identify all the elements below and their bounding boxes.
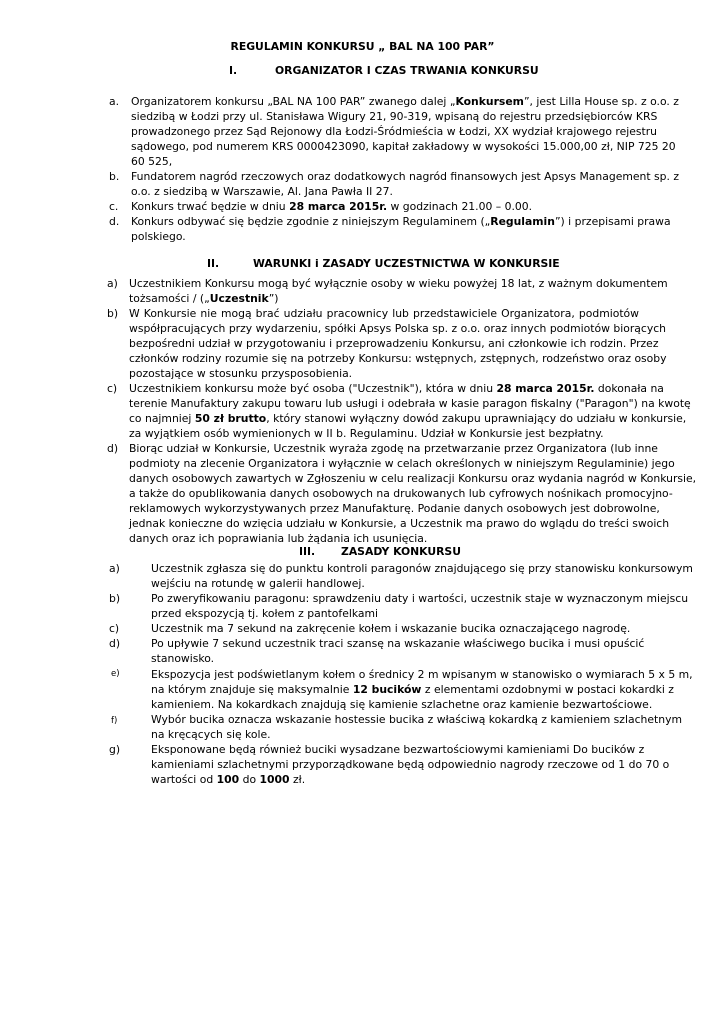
paragraph-line: kamieniami szlachetnymi przyporządkowane będą odpowiednio nagrody rzeczowe od 1 do 70 o [151, 758, 670, 771]
section-3-title: ZASADY KONKURSU [341, 545, 461, 558]
item-label: a) [109, 562, 120, 575]
document-title: REGULAMIN KONKURSU „ BAL NA 100 PAR” [230, 40, 495, 53]
paragraph-line: przed ekspozycją tj. kołem z pantofelkami [151, 607, 379, 620]
paragraph-line: sądowego, pod numerem KRS 0000423090, kapitał zakładowy w wysokości 15.000,00 zł, NIP 725 20 [131, 140, 676, 153]
section-1-number: I. [229, 64, 238, 77]
paragraph-line: Biorąc udział w Konkursie, Uczestnik wyraża zgodę na przetwarzanie przez Organizatora (lub inne [129, 442, 658, 455]
paragraph-line: stanowisko. [151, 652, 215, 665]
item-label: c) [107, 382, 118, 395]
paragraph-line: kamieniem. Na kokardkach znajdują się kamienie szlachetne oraz kamienie bezwartościowe. [151, 698, 653, 711]
paragraph-line: członków rodziny rozumie się na potrzeby Konkursu: wstępnych, zstępnych, rodzeństwo oraz osoby [129, 352, 667, 365]
item-label: g) [109, 743, 121, 756]
item-label: b) [109, 592, 121, 605]
item-label: d. [109, 215, 120, 228]
item-label: f) [111, 716, 118, 726]
paragraph-line: Wybór bucika oznacza wskazanie hostessie bucika z właściwą kokardką z kamieniem szlachetnym [151, 713, 682, 726]
paragraph-line: a także do opublikowania danych osobowych na drukowanych lub cyfrowych nośnikach promocyjno- [129, 487, 673, 500]
paragraph-line: o.o. z siedzibą w Warszawie, Al. Jana Pawła II 27. [131, 185, 393, 198]
item-label: d) [109, 637, 121, 650]
paragraph-line: danych osobowych zawartych w Zgłoszeniu w celu realizacji Konkursu oraz wydania nagród w Konkursie, [129, 472, 697, 485]
paragraph-line: Fundatorem nagród rzeczowych oraz dodatkowych nagród finansowych jest Apsys Management sp. z [131, 170, 680, 183]
paragraph-line: podmioty na zlecenie Organizatora i wyłącznie w celach określonych w niniejszym Regulaminie) jego [129, 457, 675, 470]
item-label: b. [109, 170, 120, 183]
paragraph-line: polskiego. [131, 230, 186, 243]
item-label: c. [109, 200, 119, 213]
paragraph-line: Po zweryfikowaniu paragonu: sprawdzeniu daty i wartości, uczestnik staje w wyznaczonym miejscu [151, 592, 689, 605]
item-label: a) [107, 277, 118, 290]
paragraph-line: co najmniej 50 zł brutto, który stanowi wyłączny dowód zakupu uprawniający do udziału w konkursie, [129, 412, 687, 425]
item-label: b) [107, 307, 119, 320]
paragraph-line: Uczestnikiem konkursu może być osoba ("Uczestnik"), która w dniu 28 marca 2015r. dokonała na [129, 382, 664, 395]
paragraph-line: za wyjątkiem osób wymienionych w II b. Regulaminu. Udział w Konkursie jest bezpłatny. [129, 427, 604, 440]
item-label: d) [107, 442, 119, 455]
paragraph-line: bezpośredni udział w przygotowaniu i przeprowadzeniu Konkursu, ani członkowie ich rodzin. Przez [129, 337, 659, 350]
item-label: e) [111, 669, 120, 679]
paragraph-line: Po upływie 7 sekund uczestnik traci szansę na wskazanie właściwego bucika i musi opuścić [151, 637, 645, 650]
paragraph-line: Konkurs odbywać się będzie zgodnie z niniejszym Regulaminem („Regulamin”) i przepisami prawa [131, 215, 671, 228]
paragraph-line: terenie Manufaktury zakupu towaru lub usługi i odebrała w kasie paragon fiskalny ("Paragon") na kwotę [129, 397, 691, 410]
paragraph-line: wejściu na rotundę w galerii handlowej. [151, 577, 365, 590]
paragraph-line: Konkurs trwać będzie w dniu 28 marca 2015r. w godzinach 21.00 – 0.00. [131, 200, 533, 213]
paragraph-line: na którym znajduje się maksymalnie 12 bucików z elementami ozdobnymi w postaci kokardki z [151, 683, 674, 696]
section-3-number: III. [299, 545, 316, 558]
paragraph-line: współpracujących przy wydarzeniu, spółki Apsys Polska sp. z o.o. oraz innych podmiotów biorących [129, 322, 666, 335]
paragraph-line: Ekspozycja jest podświetlanym kołem o średnicy 2 m wpisanym w stanowisko o wymiarach 5 x 5 m, [151, 668, 693, 681]
paragraph-line: Uczestnik zgłasza się do punktu kontroli paragonów znajdującego się przy stanowisku konkursowym [151, 562, 693, 575]
paragraph-line: pozostające w stosunku przysposobienia. [129, 367, 353, 380]
paragraph-line: W Konkursie nie mogą brać udziału pracownicy lub przedstawiciele Organizatora, podmiotów [129, 307, 639, 320]
paragraph-line: siedzibą w Łodzi przy ul. Stanisława Wigury 21, 90-319, wpisaną do rejestru przedsiębiorców KRS [131, 110, 658, 123]
paragraph-line: 60 525, [131, 155, 173, 168]
paragraph-line: Eksponowane będą również buciki wysadzane bezwartościowymi kamieniami Do bucików z [151, 743, 645, 756]
paragraph-line: wartości od 100 do 1000 zł. [151, 773, 306, 786]
section-2-title: WARUNKI i ZASADY UCZESTNICTWA W KONKURSIE [253, 257, 560, 270]
paragraph-line: prowadzonego przez Sąd Rejonowy dla Łodzi-Śródmieścia w Łodzi, XX wydział krajowego rejestru [131, 125, 658, 138]
paragraph-line: reklamowych wykorzystywanych przez Manufakturę. Podanie danych osobowych jest dobrowolne, [129, 502, 660, 515]
section-1-title: ORGANIZATOR I CZAS TRWANIA KONKURSU [275, 64, 539, 77]
item-label: a. [109, 95, 120, 108]
paragraph-line: jednak konieczne do wzięcia udziału w Konkursie, a Uczestnik ma prawo do wglądu do treści swoich [129, 517, 670, 530]
paragraph-line: na kręcących się kole. [151, 728, 271, 741]
paragraph-line: tożsamości / („Uczestnik”) [129, 292, 279, 305]
paragraph-line: Organizatorem konkursu „BAL NA 100 PAR” zwanego dalej „Konkursem”, jest Lilla House sp. z o.o. z [131, 95, 679, 108]
section-2-number: II. [207, 257, 220, 270]
paragraph-line: Uczestnikiem Konkursu mogą być wyłącznie osoby w wieku powyżej 18 lat, z ważnym dokumentem [129, 277, 668, 290]
item-label: c) [109, 622, 120, 635]
paragraph-line: Uczestnik ma 7 sekund na zakręcenie kołem i wskazanie bucika oznaczającego nagrodę. [151, 622, 631, 635]
paragraph-line: danych oraz ich poprawiania lub żądania ich usunięcia. [129, 532, 428, 545]
